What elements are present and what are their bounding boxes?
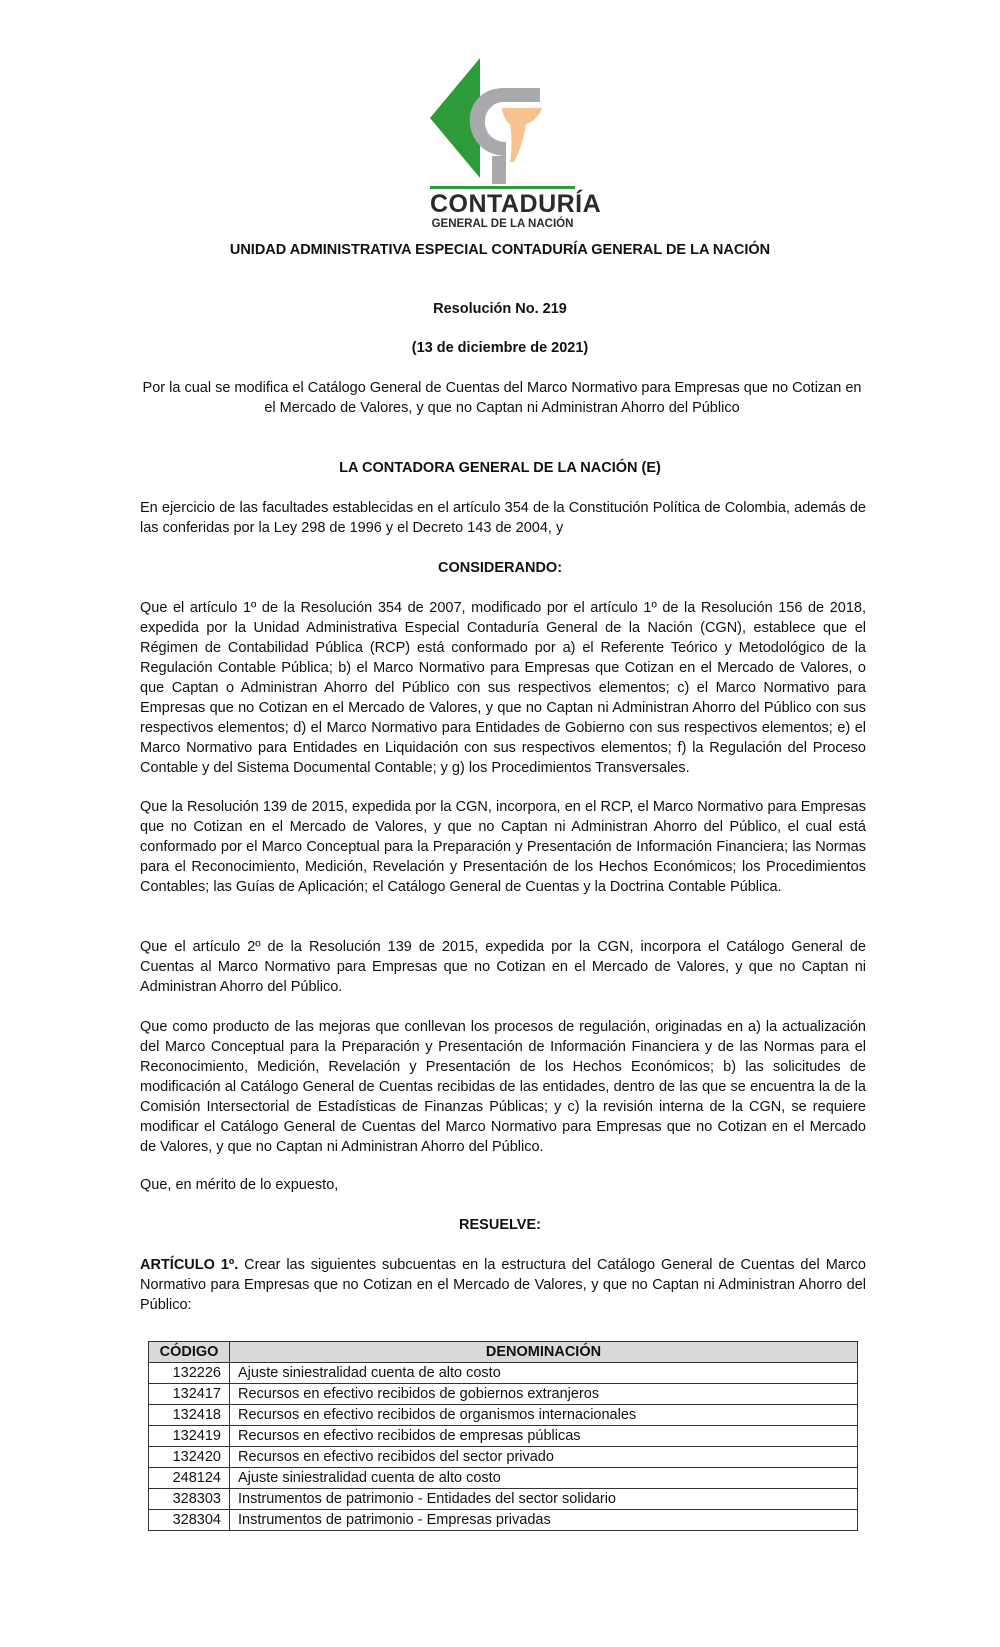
signer-title: LA CONTADORA GENERAL DE LA NACIÓN (E) bbox=[339, 460, 661, 476]
intro-paragraph: En ejercicio de las facultades establecidas en el artículo 354 de la Constitución Política de Colombia, además de las conferidas por la Ley 298 de 1996 y el Decreto 143 de 2004, y bbox=[140, 500, 866, 536]
account-denomination: Recursos en efectivo recibidos del sector privado bbox=[230, 1447, 858, 1468]
account-code: 132419 bbox=[149, 1426, 230, 1447]
account-denomination: Instrumentos de patrimonio - Empresas privadas bbox=[230, 1510, 858, 1531]
account-denomination: Instrumentos de patrimonio - Entidades del sector solidario bbox=[230, 1489, 858, 1510]
resuelve-heading: RESUELVE: bbox=[459, 1217, 541, 1233]
column-header-code: CÓDIGO bbox=[149, 1342, 230, 1363]
account-code: 132420 bbox=[149, 1447, 230, 1468]
article-1-paragraph bbox=[140, 1255, 866, 1315]
article-1-label: ARTÍCULO 1º. bbox=[140, 1257, 239, 1273]
table-row bbox=[149, 1426, 858, 1447]
contaduria-logo bbox=[430, 58, 602, 233]
account-denomination: Ajuste siniestralidad cuenta de alto costo bbox=[230, 1363, 858, 1384]
resolution-subject: Por la cual se modifica el Catálogo General de Cuentas del Marco Normativo para Empresas que no Cotizan en el Mercado de Valores, y que no Captan ni Administran Ahorro del Público bbox=[142, 380, 862, 416]
considerando-paragraph-1: Que el artículo 1º de la Resolución 354 de 2007, modificado por el artículo 1º de la Resolución 156 de 2018, expedida por la Unidad Administrativa Especial Contaduría General de la Nación (CGN), establece que el Régimen de Contabilidad Pública (RCP) está conformado por a) el Referente Teórico y Metodológico de la Regulación Contable Pública; b) el Marco Normativo para Empresas que Cotizan en el Mercado de Valores, o que Captan o Administran Ahorro del Público con sus respectivos elementos; c) el Marco Normativo para Empresas que no Cotizan en el Mercado de Valores, y que no Captan ni Administran Ahorro del Público con sus respectivos elementos; d) el Marco Normativo para Entidades de Gobierno con sus respectivos elementos; e) el Marco Normativo para Entidades en Liquidación con sus respectivos elementos; f) la Regulación del Proceso Contable y del Sistema Documental Contable; y g) los Procedimientos Transversales. bbox=[140, 600, 866, 776]
account-denomination: Recursos en efectivo recibidos de empresas públicas bbox=[230, 1426, 858, 1447]
article-1-text: Crear las siguientes subcuentas en la estructura del Catálogo General de Cuentas del Marco Normativo para Empresas que no Cotizan en el Mercado de Valores, y que no Captan ni Administran Ahorro del Público: bbox=[140, 1257, 866, 1313]
account-denomination: Recursos en efectivo recibidos de organismos internacionales bbox=[230, 1405, 858, 1426]
account-denomination: Ajuste siniestralidad cuenta de alto costo bbox=[230, 1468, 858, 1489]
table-row bbox=[149, 1468, 858, 1489]
table-row bbox=[149, 1384, 858, 1405]
table-row bbox=[149, 1489, 858, 1510]
account-denomination: Recursos en efectivo recibidos de gobiernos extranjeros bbox=[230, 1384, 858, 1405]
account-code: 132417 bbox=[149, 1384, 230, 1405]
table-row bbox=[149, 1405, 858, 1426]
merit-paragraph: Que, en mérito de lo expuesto, bbox=[140, 1177, 339, 1193]
account-code: 248124 bbox=[149, 1468, 230, 1489]
column-header-denomination: DENOMINACIÓN bbox=[230, 1342, 858, 1363]
table-row bbox=[149, 1447, 858, 1468]
logo-emblem-icon bbox=[430, 58, 575, 193]
logo-wordmark: CONTADURÍA bbox=[430, 190, 602, 218]
accounts-table bbox=[148, 1341, 858, 1531]
account-code: 132226 bbox=[149, 1363, 230, 1384]
table-row bbox=[149, 1510, 858, 1531]
account-code: 328304 bbox=[149, 1510, 230, 1531]
considerando-heading: CONSIDERANDO: bbox=[437, 560, 563, 576]
table-row bbox=[149, 1363, 858, 1384]
considerando-paragraph-3: Que el artículo 2º de la Resolución 139 de 2015, expedida por la CGN, incorpora el Catálogo General de Cuentas al Marco Normativo para Empresas que no Cotizan en el Mercado de Valores, y que no Captan ni Administran Ahorro del Público. bbox=[140, 939, 866, 995]
table-header-row bbox=[149, 1342, 858, 1363]
institution-name: UNIDAD ADMINISTRATIVA ESPECIAL CONTADURÍA GENERAL DE LA NACIÓN bbox=[229, 242, 771, 258]
account-code: 132418 bbox=[149, 1405, 230, 1426]
considerando-paragraph-4: Que como producto de las mejoras que conllevan los procesos de regulación, originadas en a) la actualización del Marco Conceptual para la Preparación y Presentación de Información Financiera y de las Normas para el Reconocimiento, Medición, Revelación y Presentación de los Hechos Económicos; b) las solicitudes de modificación al Catálogo General de Cuentas recibidas de las entidades, dentro de las que se encuentra la de la Comisión Intersectorial de Estadísticas de Finanzas Públicas; y c) la revisión interna de la CGN, se requiere modificar el Catálogo General de Cuentas del Marco Normativo para Empresas que no Cotizan en el Mercado de Valores, y que no Captan ni Administran Ahorro del Público. bbox=[140, 1019, 866, 1155]
resolution-date: (13 de diciembre de 2021) bbox=[411, 340, 589, 356]
logo-subtitle: GENERAL DE LA NACIÓN bbox=[431, 218, 574, 230]
resolution-number: Resolución No. 219 bbox=[433, 301, 567, 317]
account-code: 328303 bbox=[149, 1489, 230, 1510]
considerando-paragraph-2: Que la Resolución 139 de 2015, expedida por la CGN, incorpora, en el RCP, el Marco Normativo para Empresas que no Cotizan en el Mercado de Valores, y que no Captan ni Administran Ahorro del Público, el cual está conformado por el Marco Conceptual para la Preparación y Presentación de Información Financiera; las Normas para el Reconocimiento, Medición, Revelación y Presentación de los Hechos Económicos; los Procedimientos Contables; las Guías de Aplicación; el Catálogo General de Cuentas y la Doctrina Contable Pública. bbox=[140, 799, 866, 895]
